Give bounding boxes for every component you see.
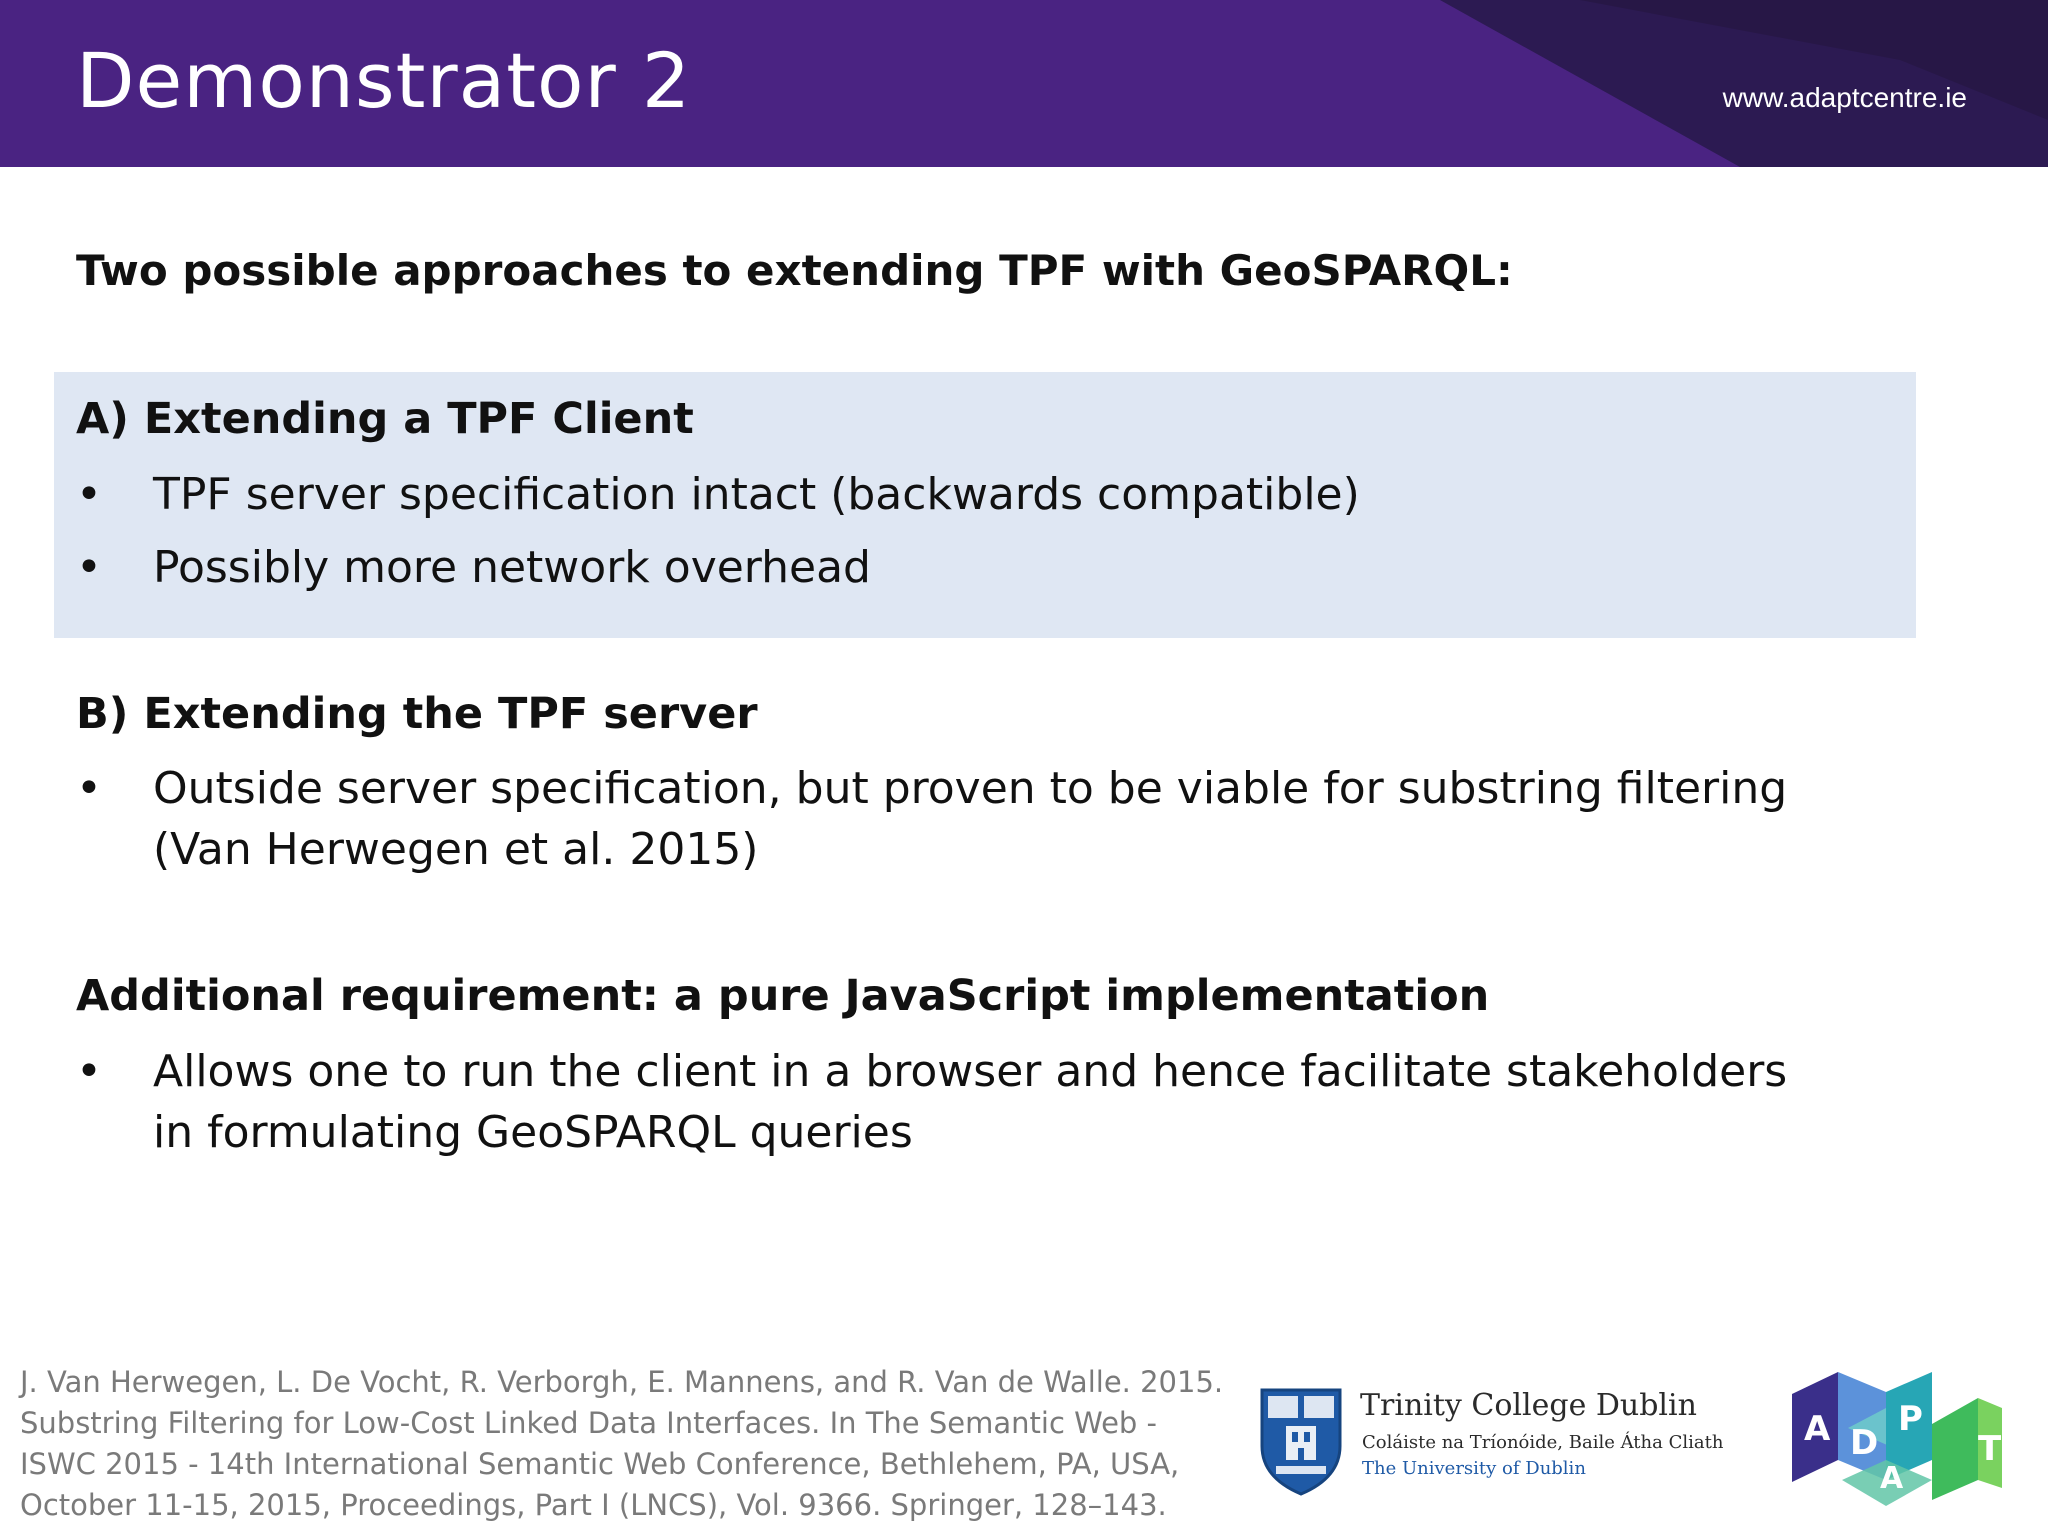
adapt-letter-a2: A: [1880, 1461, 1904, 1496]
lead-statement: Two possible approaches to extending TPF with GeoSPARQL:: [76, 246, 1513, 295]
bullet-marker: •: [76, 763, 102, 814]
adapt-logo: [1782, 1368, 2012, 1510]
tcd-crest-icon: [1256, 1386, 1346, 1496]
bullet-text: TPF server specification intact (backwards compatible): [153, 469, 1360, 520]
section-b-heading: B) Extending the TPF server: [76, 689, 758, 739]
tcd-name: Trinity College Dublin: [1360, 1388, 1697, 1423]
website-url: www.adaptcentre.ie: [1722, 82, 1967, 113]
bullet-marker: •: [76, 469, 102, 520]
section-a-bullet-2: [76, 537, 1836, 598]
adapt-letter-a1: A: [1804, 1409, 1831, 1449]
slide-header: [0, 0, 2048, 167]
adapt-letter-d: D: [1850, 1423, 1879, 1463]
tcd-irish-name: Coláiste na Tríonóide, Baile Átha Cliath: [1362, 1432, 1724, 1453]
adapt-letter-p: P: [1898, 1399, 1923, 1439]
bullet-text: Allows one to run the client in a browser and hence facilitate stakeholders in formulating GeoSPARQL queries: [153, 1046, 1788, 1158]
adapt-letter-t: T: [1978, 1429, 2002, 1469]
bullet-text: Possibly more network overhead: [153, 542, 871, 593]
section-c-heading: Additional requirement: a pure JavaScript implementation: [76, 971, 1490, 1021]
bullet-marker: •: [76, 1046, 102, 1097]
bullet-marker: •: [76, 542, 102, 593]
section-a-bullet-1: [76, 464, 1836, 525]
bullet-text: Outside server specification, but proven to be viable for substring filtering (Van Herwegen et al. 2015): [153, 763, 1788, 875]
citation-reference: J. Van Herwegen, L. De Vocht, R. Verborgh, E. Mannens, and R. Van de Walle. 2015. Substring Filtering for Low-Cost Linked Data Interfaces. In The Semantic Web - ISWC 2015 - 14th International Semantic Web Conference, Bethlehem, PA, USA, October 11-15, 2015, Proceedings, Part I (LNCS), Vol. 9366. Springer, 128–143.: [20, 1365, 1224, 1522]
tcd-university-name: The University of Dublin: [1362, 1458, 1586, 1479]
section-b-bullet-1: [76, 758, 1836, 880]
section-a-heading: A) Extending a TPF Client: [76, 394, 694, 444]
tcd-logo: [1256, 1386, 1724, 1496]
slide-title: Demonstrator 2: [76, 36, 692, 125]
section-c-bullet-1: [76, 1041, 1836, 1163]
